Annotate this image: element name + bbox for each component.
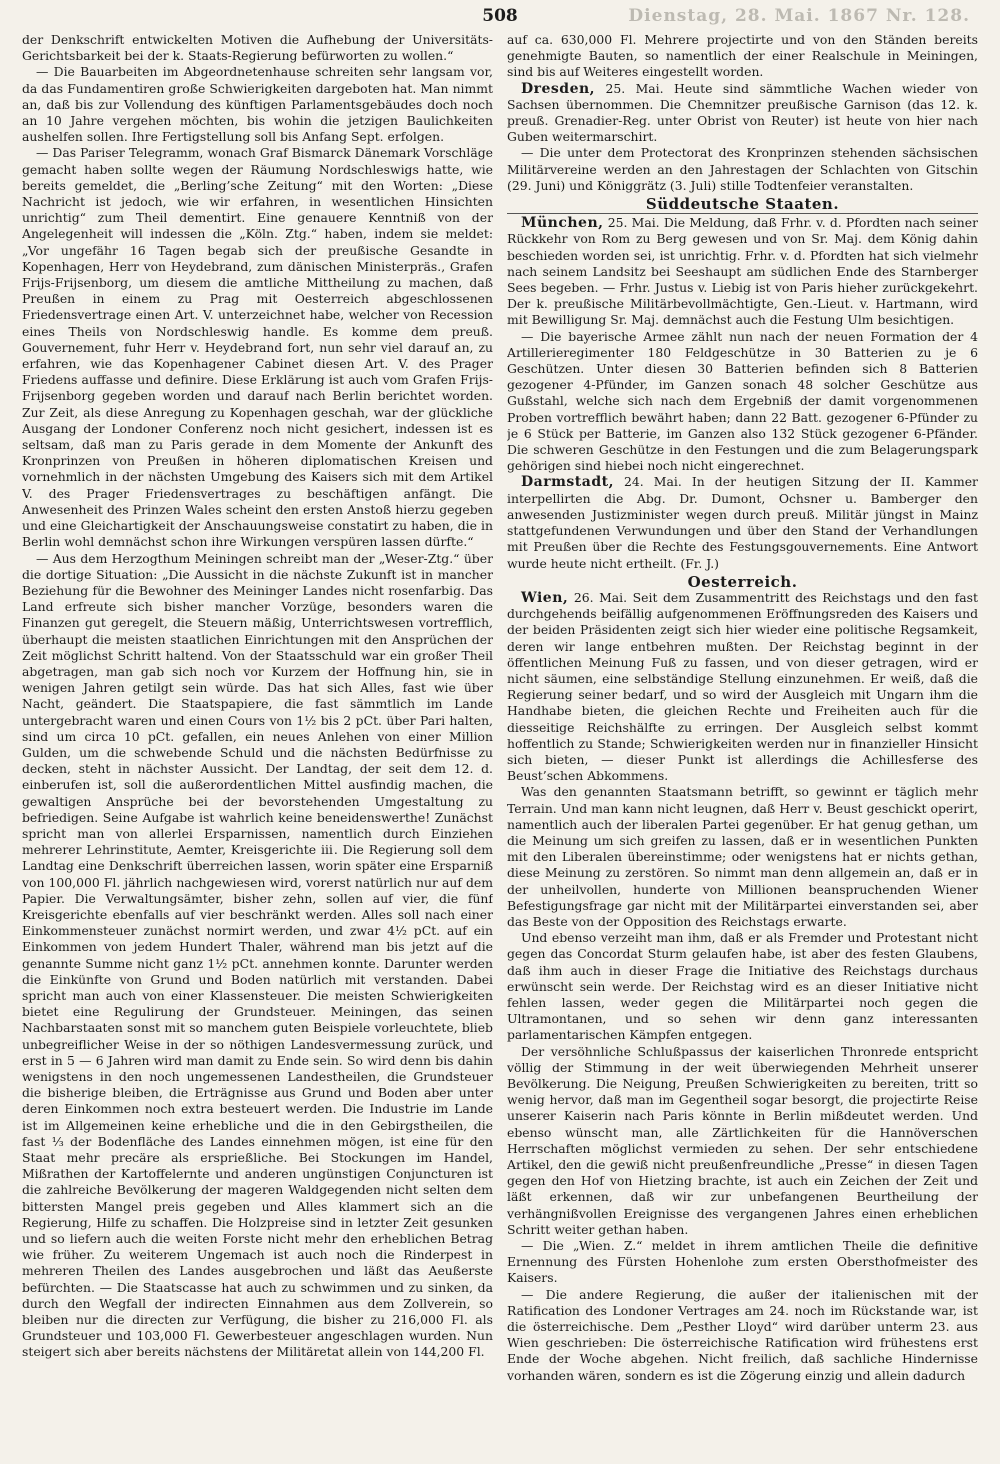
article-text: Seit dem Zusammentritt des Reichstags und den fast durchgehends beifällig aufgenommenen Eröffnungsreden des Kaisers und der beiden Präsidenten zeigt sich hier wieder eine politische Regsamkeit, deren wir lange entbehren mußten. Der Reichstag beginnt in der öffentlichen Meinung Fuß zu fassen, und von dieser getragen, wird er nicht säumen, eine selbständige Stellung einzunehmen. Er weiß, daß die Regierung seiner bedarf, und so wird der Ausgleich mit Ungarn ihm die Handhabe bieten, die gleichen Rechte und Freiheiten auch für die diesseitige Reichshälfte zu erringen. Der Ausgleich selbst kommt hoffentlich zu Stande; Schwierigkeiten werden nur in finanzieller Hinsicht sich bieten, — dieser Punkt ist allerdings die Achillesferse des Beust’schen Abkommens. [507, 589, 978, 784]
paragraph: — Das Pariser Telegramm, wonach Graf Bismarck Dänemark Vorschläge gemacht haben sollte wegen der Räumung Nordschleswigs hatte, wie bereits gemeldet, die „Berling’sche Zeitung“ mit den Worten: „Diese Nachricht ist jedoch, wie wir erfahren, in wesentlichen Hinsichten unrichtig“ zum Theil dementirt. Eine genauere Kenntniß von der Angelegenheit will indessen die „Köln. Ztg.“ haben, indem sie meldet: „Vor ungefähr 16 Tagen begab sich der preußische Gesandte in Kopenhagen, Herr von Heydebrand, zum dänischen Ministerpräs., Grafen Frijs-Frijsenborg, um diesem die amtliche Mittheilung zu machen, daß Preußen in einem zu Prag mit Oesterreich abgeschlossenen Friedensvertrage einen Art. V. unterzeichnet habe, welcher von Recession eines Theils von Nordschleswig handle. Es komme dem preuß. Gouvernement, fuhr Herr v. Heydebrand fort, nun sehr viel darauf an, zu erfahren, wie das Kopenhagener Cabinet diesen Art. V. des Prager Friedens auffasse und definire. Diese Erklärung ist auch vom Grafen Frijs-Frijsenborg gegeben worden und darauf nach Berlin berichtet worden. Zur Zeit, als diese Anregung zu Kopenhagen geschah, war der glückliche Ausgang der Londoner Conferenz noch nicht gesichert, indessen ist es seltsam, daß man zu Paris gerade in dem Momente der Ankunft des Kronprinzen von Preußen in höheren diplomatischen Kreisen und vornehmlich in der nächsten Umgebung des Kaisers sich mit dem Artikel V. des Prager Friedensvertrages zu beschäftigen anfängt. Die Anwesenheit des Prinzen Wales scheint den ersten Anstoß hierzu gegeben und eine Gleichartigkeit der Anschauungsweise constatirt zu haben, die in Berlin wohl demnächst schon ihre Wirkungen verspüren lassen dürfte.“ [22, 145, 493, 550]
text-columns [22, 32, 978, 1452]
date: 26. Mai. [573, 589, 628, 605]
article-text: In der heutigen Sitzung der II. Kammer interpellirten die Abg. Dr. Dumont, Ochsner u. Bamberger den anwesenden Justizminister wegen durch preuß. Militär jüngst in Mainz stattgefundenen Verwundungen und über den Stand der Verhandlungen mit Preußen über die Rechte des Festungsgouvernements. Eine Antwort wurde heute nicht ertheilt. (Fr. J.) [507, 474, 978, 571]
article-wien [507, 590, 978, 784]
paragraph: — Die andere Regierung, die außer der italienischen mit der Ratification des Londoner Vertrages am 24. noch im Rückstande war, ist die österreichische. Dem „Pesther Lloyd“ wird darüber unterm 23. aus Wien geschrieben: Die österreichische Ratification wird frühestens erst Ende der Woche abgehen. Nicht freilich, daß sachliche Hindernisse vorhanden wären, sondern es ist die Zögerung einzig und allein dadurch [507, 1286, 978, 1383]
paragraph: Und ebenso verzeiht man ihm, daß er als Fremder und Protestant nicht gegen das Concordat Sturm gelaufen habe, ist aber des festen Glaubens, daß ihm auch in dieser Frage die Initiative des Reichstags durchaus erwünscht sein werde. Der Reichstag wird es an dieser Initiative nicht fehlen lassen, weder gegen die Militärpartei noch gegen die Ultramontanen, und so sehen wir denn ganz interessanten parlamentarischen Kämpfen entgegen. [507, 930, 978, 1043]
paragraph: — Die „Wien. Z.“ meldet in ihrem amtlichen Theile die definitive Ernennung des Fürsten Hohenlohe zum ersten Obersthofmeister des Kaisers. [507, 1238, 978, 1286]
article-darmstadt [507, 474, 978, 571]
article-text: Heute sind sämmtliche Wachen wieder von Sachsen übernommen. Die Chemnitzer preußische Garnison (das 12. k. preuß. Grenadier-Reg. unter Obrist von Reuter) ist heute von hier nach Guben weitermarschirt. [507, 80, 978, 145]
paragraph: auf ca. 630,000 Fl. Mehrere projectirte und von den Ständen bereits genehmigte Bauten, so namentlich der einer Realschule in Meiningen, sind bis auf Weiteres eingestellt worden. [507, 32, 978, 80]
date: 25. Mai. [607, 215, 660, 231]
paragraph: — Die Bauarbeiten im Abgeordnetenhause schreiten sehr langsam vor, da das Fundamentiren große Schwierigkeiten dargeboten hat. Man nimmt an, daß bis zur Vollendung des künftigen Parlamentsgebäudes doch noch an 10 Jahre vergehen möchten, bis wohin die jetzigen Baulichkeiten aushelfen sollen. Ihre Fertigstellung soll bis Anfang Sept. erfolgen. [22, 64, 493, 145]
paragraph: Der versöhnliche Schlußpassus der kaiserlichen Thronrede entspricht völlig der Stimmung in der weit überwiegenden Mehrheit unserer Bevölkerung. Die Neigung, Preußen Schwierigkeiten zu bereiten, tritt so wenig hervor, daß man im Gegentheil sogar besorgt, die projectirte Reise unserer Kaiserin nach Paris könnte in Berlin mißdeutet werden. Und ebenso wünscht man, alle Zärtlichkeiten für die Hannöverschen Herrschaften möglichst vermieden zu sehen. Der sehr entschiedene Artikel, den die gewiß nicht preußenfreundliche „Presse“ in diesen Tagen gegen den Hof von Hietzing brachte, ist auch ein Zeichen der Zeit und läßt erkennen, daß wir zur unbefangenen Beurtheilung der verhängnißvollen Ereignisse des vergangenen Jahres einen erheblichen Schritt weiter gethan haben. [507, 1043, 978, 1237]
paragraph: der Denkschrift entwickelten Motiven die Aufhebung der Universitäts-Gerichtsbarkeit bei der k. Staats-Regierung befürworten zu wollen.“ [22, 32, 493, 64]
article-text: Die Meldung, daß Frhr. v. d. Pfordten nach seiner Rückkehr von Rom zu Berg gewesen und von Sr. Maj. dem König dahin beschieden worden sei, ist unrichtig. Frhr. v. d. Pfordten hat sich vielmehr nach seinem Landsitz bei Seeshaupt am südlichen Ende des Starnberger Sees begeben. — Frhr. Justus v. Liebig ist von Paris hieher zurückgekehrt. Der k. preußische Militärbevollmächtigte, Gen.-Lieut. v. Hartmann, wird mit Bewilligung Sr. Maj. demnächst auch die Festung Ulm besichtigen. [507, 215, 978, 328]
article-dresden [507, 81, 978, 146]
date: 24. Mai. [624, 474, 682, 490]
dateline: München, [521, 215, 604, 232]
dateline: Darmstadt, [521, 474, 614, 491]
article-muenchen [507, 215, 978, 328]
page-number: 508 [482, 6, 518, 26]
dateline: Wien, [521, 589, 569, 606]
left-column [22, 32, 493, 1452]
section-heading: Oesterreich. [687, 572, 798, 591]
date: 25. Mai. [605, 80, 664, 96]
right-column [507, 32, 978, 1452]
paragraph: — Die bayerische Armee zählt nun nach der neuen Formation der 4 Artillerieregimenter 180 Feldgeschütze in 30 Batterien zu je 6 Geschützen. Unter diesen 30 Batterien befinden sich 8 Batterien gezogener 4-Pfünder, im Ganzen sonach 48 solcher Geschütze aus Gußstahl, welche sich nach dem Ergebniß der damit vorgenommenen Proben vortrefflich bewährt haben; dann 22 Batt. gezogener 6-Pfünder zu je 6 Stück per Batterie, im Ganzen also 132 Stück gezogener 6-Pfänder. Die schweren Geschütze in den Festungen und die zum Belagerungspark gehörigen sind hiebei noch nicht eingerechnet. [507, 328, 978, 474]
faded-header-bleedthrough: Dienstag, 28. Mai. 1867 Nr. 128. [628, 6, 970, 26]
paragraph: — Die unter dem Protectorat des Kronprinzen stehenden sächsischen Militärvereine werden an den Jahrestagen der Schlachten von Gitschin (29. Juni) und Königgrätz (3. Juli) stille Todtenfeier veranstalten. [507, 145, 978, 193]
section-heading: Süddeutsche Staaten. [645, 195, 840, 214]
paragraph: — Aus dem Herzogthum Meiningen schreibt man der „Weser-Ztg.“ über die dortige Situation: „Die Aussicht in die nächste Zukunft ist in mancher Beziehung für die Bewohner des Meininger Landes nicht rosenfarbig. Das Land erfreute sich bisher mancher Vorzüge, besonders waren die Finanzen gut geregelt, die Steuern mäßig, Unterrichtswesen vortrefflich, überhaupt die meisten staatlichen Einrichtungen mit den Ansprüchen der Zeit möglichst Schritt haltend. Von der Staatsschuld war ein großer Theil abgetragen, man gab sich noch vor Kurzem der Hoffnung hin, sie in wenigen Jahren getilgt sein würde. Das hat sich Alles, fast wie über Nacht, geändert. Die Staatspapiere, die fast sämmtlich im Lande untergebracht waren und einen Cours von 1½ bis 2 pCt. über Pari halten, sind um circa 10 pCt. gefallen, ein neues Anlehen von einer Million Gulden, um die schwebende Schuld und die nächsten Bedürfnisse zu decken, steht in nächster Aussicht. Der Landtag, der seit dem 12. d. einberufen ist, soll die außerordentlichen Mittel ausfindig machen, die gewaltigen Ansprüche bei der bevorstehenden Umgestaltung zu befriedigen. Seine Aufgabe ist wahrlich keine beneidenswerthe! Zunächst spricht man von allerlei Ersparnissen, namentlich durch Einziehen mehrerer Lehrinstitute, Aemter, Kreisgerichte ⅲ. Die Regierung soll dem Landtag eine Denkschrift überreichen lassen, worin später eine Ersparniß von 100,000 Fl. jährlich nachgewiesen wird, vorerst natürlich nur auf dem Papier. Die Verwaltungsämter, bisher zehn, sollen auf vier, die fünf Kreisgerichte ebenfalls auf vier beschränkt werden. Alles soll nach einer Einkommensteuer zunächst normirt werden, und zwar 4½ pCt. auf ein Einkommen von jedem Hundert Thaler, während man bis jetzt auf die genannte Summe nicht ganz 1½ pCt. annehmen konnte. Darunter werden die Einkünfte von Grund und Boden natürlich mit verstanden. Dabei spricht man auch von einer Klassensteuer. Die meisten Schwierigkeiten bietet eine Regulirung der Grundsteuer. Meiningen, das seinen Nachbarstaaten sonst mit so manchem guten Beispiele vorleuchtete, blieb unbegreiflicher Weise in der so nöthigen Landesvermessung zurück, und erst in 5 — 6 Jahren wird man damit zu Ende sein. So wird denn bis dahin wenigstens in den noch ungemessenen Landestheilen, die Grundsteuer die bisherige bleiben, die Erträgnisse aus Grund und Boden aber unter deren Einkommen noch extra besteuert werden. Die Industrie im Lande ist im Allgemeinen keine erhebliche und die in den Gebirgstheilen, die fast ⅓ der Bodenfläche des Landes einnehmen mögen, ist eine für den Staat mehr precäre als ersprießliche. Bei Stockungen im Handel, Mißrathen der Kartoffelernte und anderen ungünstigen Conjuncturen ist die zahlreiche Bevölkerung der mageren Waldgegenden nicht selten dem bittersten Mangel preis gegeben und Alles klammert sich an die Regierung, Hilfe zu schaffen. Die Holzpreise sind in letzter Zeit gesunken und so liefern auch die weiten Forste nicht mehr den erheblichen Betrag wie früher. Zu weiterem Ungemach ist auch noch die Rinderpest in mehreren Theilen des Landes ausgebrochen und läßt das Aeußerste befürchten. — Die Staatscasse hat auch zu schwimmen und zu sinken, da durch den Wegfall der indirecten Einnahmen aus dem Zollverein, so bleiben nur die directen zur Verfügung, die bisher zu 216,000 Fl. als Grundsteuer und 103,000 Fl. Gewerbesteuer angeschlagen wurden. Nun steigert sich aber bereits nächstens der Militäretat allein von 144,200 Fl. [22, 550, 493, 1360]
divider [507, 213, 978, 214]
dateline: Dresden, [521, 80, 596, 97]
paragraph: Was den genannten Staatsmann betrifft, so gewinnt er täglich mehr Terrain. Und man kann nicht leugnen, daß Herr v. Beust geschickt operirt, namentlich auch der liberalen Partei gegenüber. Er hat genug gethan, um die Meinung um sich greifen zu lassen, daß er in wesentlichen Punkten mit den Liberalen übereinstimme; oder wenigstens hat er nichts gethan, diese Meinung zu zerstören. So nimmt man denn allgemein an, daß er in der unheilvollen, hunderte von Millionen beanspruchenden Wiener Befestigungsfrage gar nicht mit der Militärpartei einverstanden sei, aber das Beste von der Opposition des Reichstags erwarte. [507, 784, 978, 929]
masthead [22, 6, 978, 32]
